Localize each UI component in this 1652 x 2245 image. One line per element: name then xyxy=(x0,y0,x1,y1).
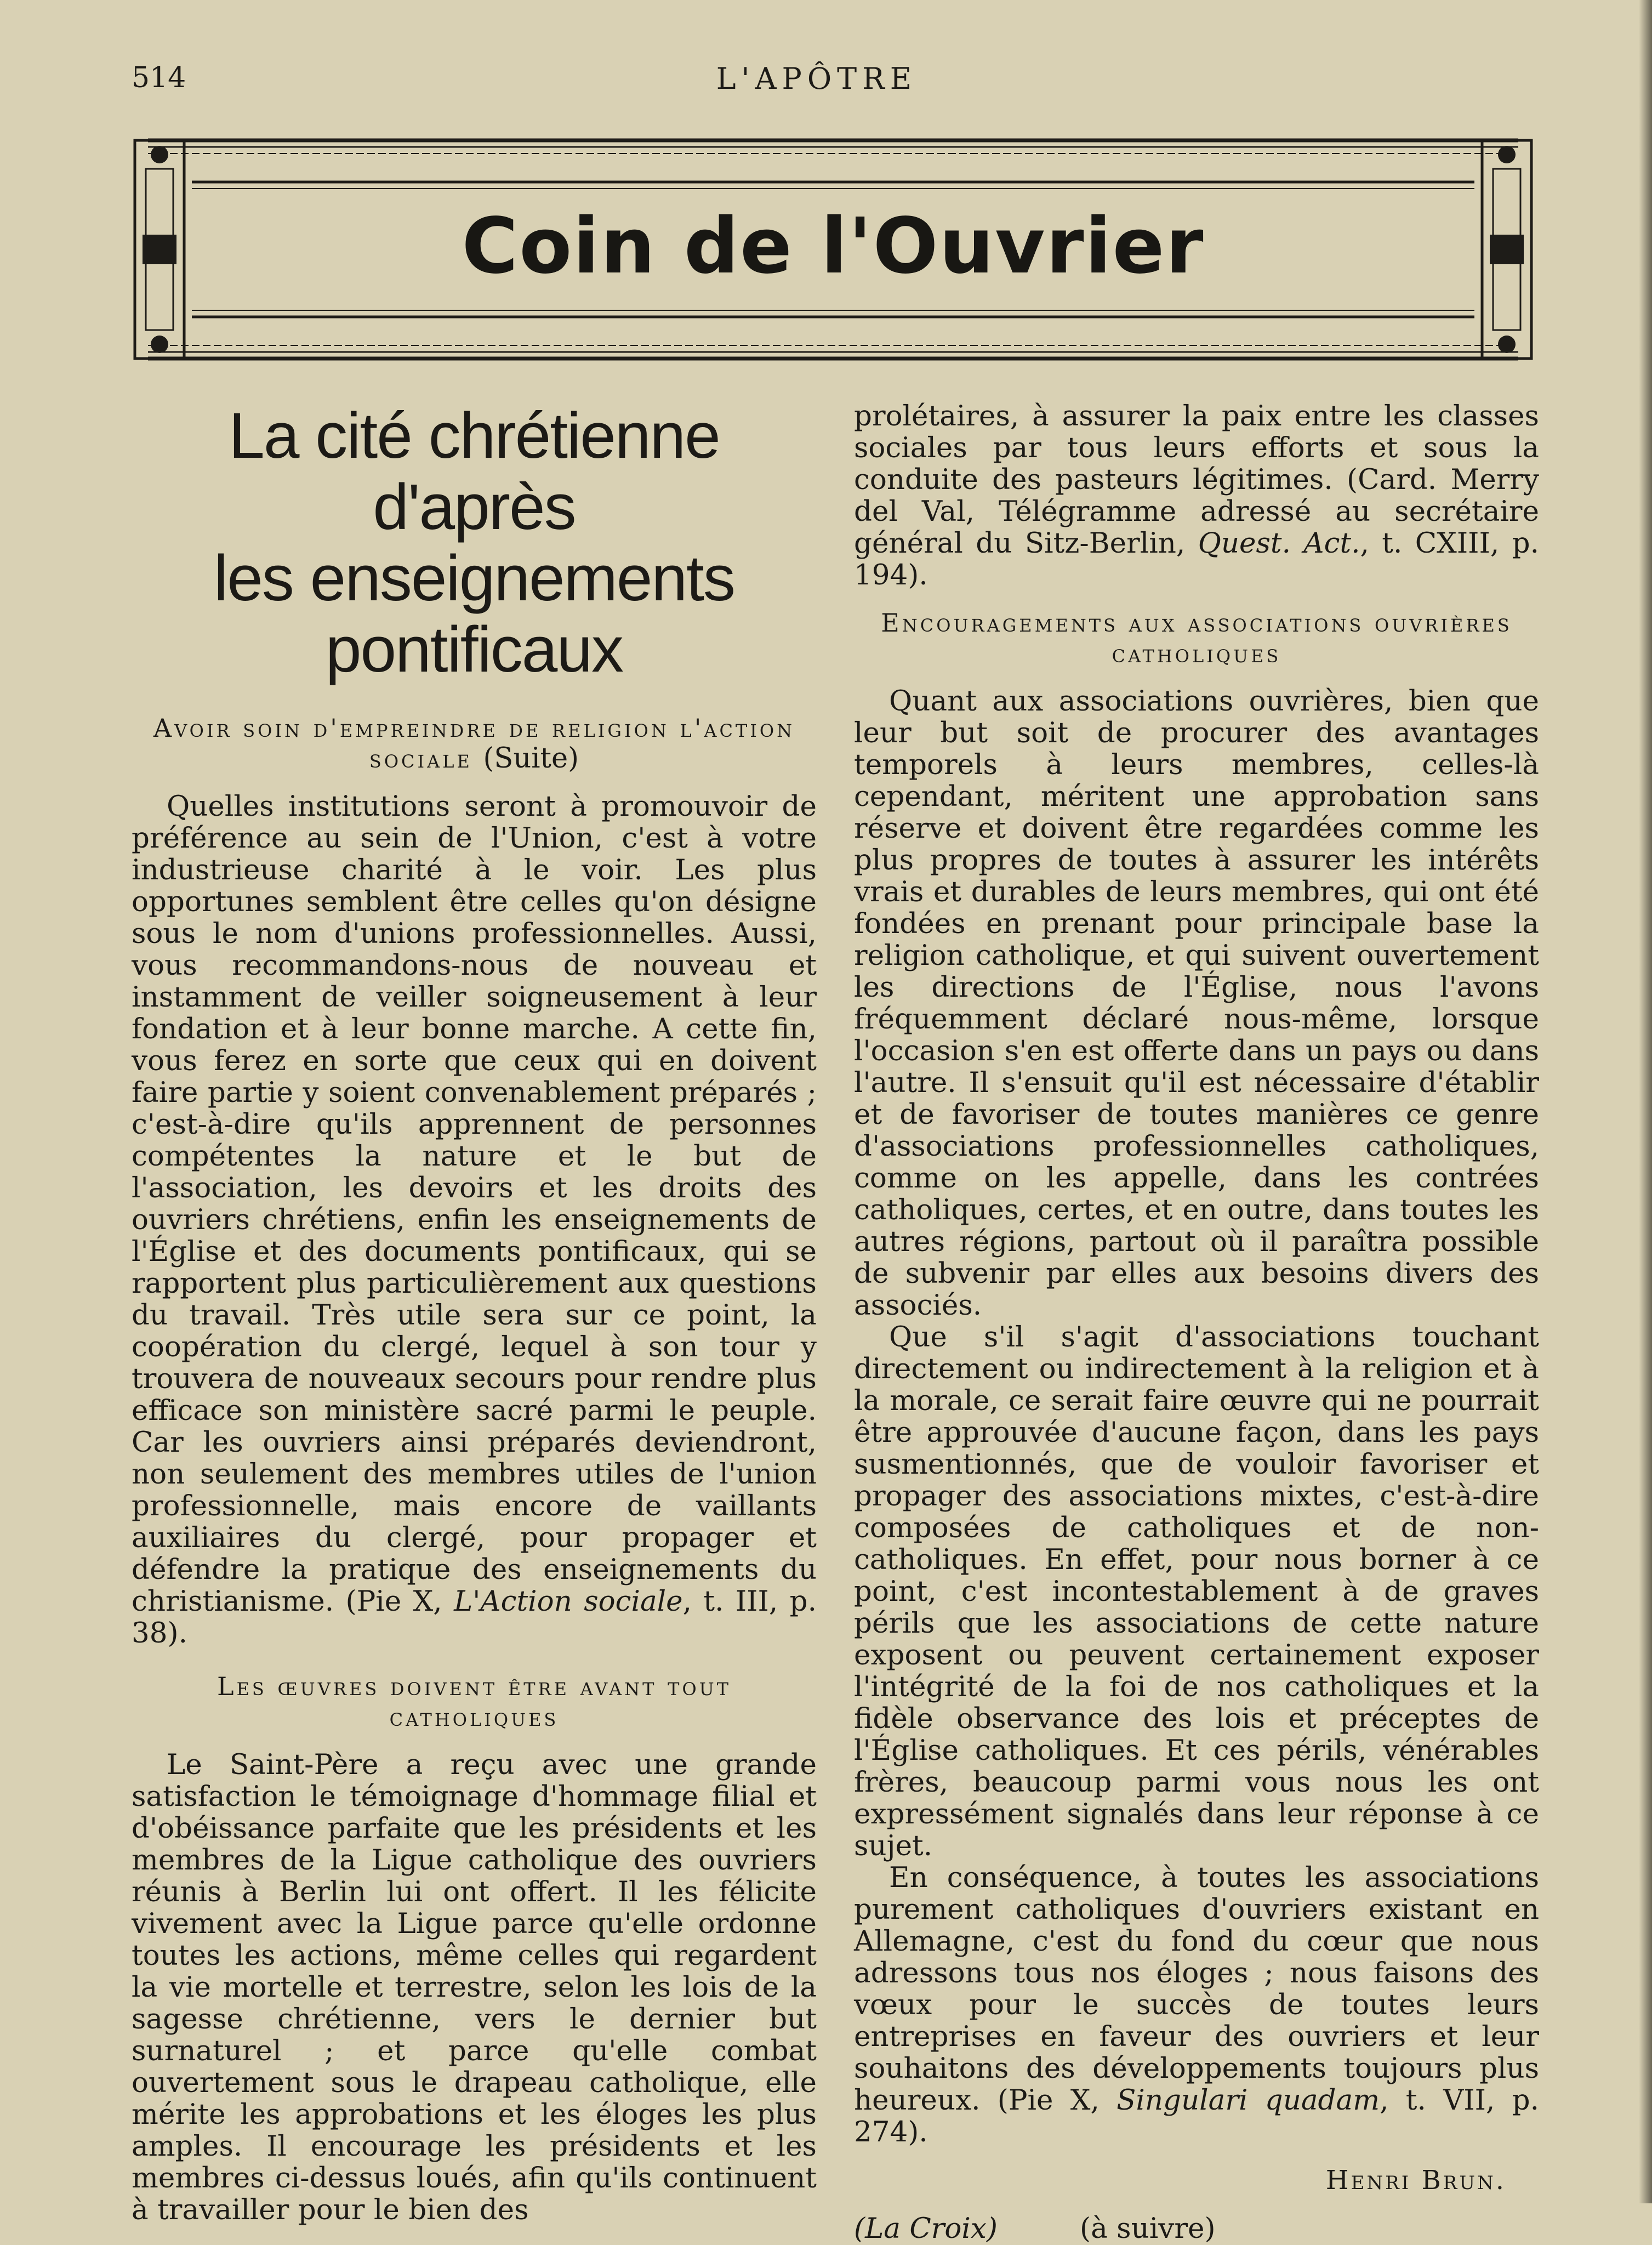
section-heading-text: Les œuvres doivent être avant tout catholiques xyxy=(217,1672,732,1732)
section-heading-text: Encouragements aux associations ouvrières catholiques xyxy=(881,608,1512,668)
body-paragraph xyxy=(854,1862,1539,2148)
running-title: L'APÔTRE xyxy=(716,61,918,96)
citation-work: Singulari quadam xyxy=(1116,2084,1380,2117)
section-heading xyxy=(132,1671,817,1732)
section-heading-suffix: (Suite) xyxy=(483,742,579,775)
body-paragraph: Le Saint-Père a reçu avec une grande satisfaction le témoignage d'hommage filial et d'obéissance parfaite que les présidents et les membres de la Ligue catholique des ouvriers réunis à Berlin lui ont offert. Il les félicite vivement avec la Ligue parce qu'elle ordonne toutes les actions, même celles qui regardent la vie mortelle et terrestre, selon les lois de la sagesse chrétienne, vers le dernier but surnaturel ; et parce qu'elle combat ouvertement sous le drapeau catholique, elle mérite les approbations et les éloges les plus amples. Il encourage les présidents et les membres ci-dessus loués, afin qu'ils continuent à travailler pour le bien des xyxy=(132,1748,817,2226)
citation-work: Quest. Act. xyxy=(1198,527,1360,560)
author-signature: Henri Brun. xyxy=(1325,2165,1506,2196)
paragraph-text: En conséquence, à toutes les associations purement catholiques d'ouvriers existant en Allemagne, c'est du fond du cœur que nous adressons tous nos éloges ; nous faisons des vœux pour le succès de toutes leurs entreprises en faveur des ouvriers et leur souhaitons des développements toujours plus heureux. (Pie X, xyxy=(854,1861,1539,2117)
citation-ref: , t. VII, p. 274). xyxy=(854,2084,1539,2149)
citation-ref: , t. III, p. 38). xyxy=(132,1585,817,1650)
article-title-line: La cité chrétienne d'après xyxy=(229,400,720,543)
body-paragraph: Que s'il s'agit d'associations touchant directement ou indirectement à la religion et à la morale, ce serait faire œuvre qui ne pourrait être approuvée d'aucune façon, dans les pays susmentionnés, que de vouloir favoriser et propager des associations mixtes, c'est-à-dire composées de catholiques et de non-catholiques. En effet, pour nous borner à ce point, c'est incontestablement à de graves périls que les associations de cette nature exposent ou peuvent certainement exposer l'intégrité de la foi de nos catholiques et la fidèle observance des lois et préceptes de l'Église catholiques. Et ces périls, vénérables frères, beaucoup parmi vous nous les ont expressément signalés dans leur réponse à ce sujet. xyxy=(854,1321,1539,1862)
citation-work: L'Action sociale xyxy=(454,1585,683,1618)
source-credit: (La Croix) xyxy=(854,2212,998,2245)
left-column xyxy=(132,400,817,2226)
page-number: 514 xyxy=(132,61,186,94)
to-be-continued: (à suivre) xyxy=(1080,2212,1216,2245)
body-paragraph-continued xyxy=(854,400,1539,591)
article-title-line: les enseignements xyxy=(214,542,734,615)
article-footer xyxy=(854,2213,1539,2244)
banner-title: Coin de l'Ouvrier xyxy=(462,202,1205,291)
section-banner xyxy=(132,136,1535,363)
article-title-line: pontificaux xyxy=(325,613,623,686)
body-paragraph: Quant aux associations ouvrières, bien que leur but soit de procurer des avantages temporels à leurs membres, celles-là cependant, méritent une approbation sans réserve et doivent être regardées comme les plus propres de toutes à assurer les intérêts vrais et durables de leurs membres, qui ont été fondées en prenant pour principale base la religion catholique, et qui suivent ouvertement les directions de l'Église, nous l'avons fréquemment déclaré nous-même, lorsque l'occasion s'en est offerte dans un pays ou dans l'autre. Il s'ensuit qu'il est nécessaire d'établir et de favoriser de toutes manières ce genre d'associations professionnelles catholiques, comme on les appelle, dans les contrées catholiques, certes, et en outre, dans toutes les autres régions, partout où il paraîtra possible de subvenir par elles aux besoins divers des associés. xyxy=(854,685,1539,1322)
paragraph-text: prolétaires, à assurer la paix entre les classes sociales par tous leurs efforts et sous la conduite des pasteurs légitimes. (Card. Merry del Val, Télégramme adressé au secrétaire général du Sitz-Berlin, xyxy=(854,400,1539,560)
section-heading-text: Avoir soin d'empreindre de religion l'action sociale xyxy=(153,713,795,774)
section-heading xyxy=(854,607,1539,669)
section-heading xyxy=(132,713,817,774)
article-title xyxy=(132,400,817,685)
citation-ref: , t. CXIII, p. 194). xyxy=(854,527,1539,592)
body-paragraph xyxy=(132,791,817,1649)
paragraph-text: Quelles institutions seront à promouvoir de préférence au sein de l'Union, c'est à votre industrieuse charité à le voir. Les plus opportunes semblent être celles qu'on désigne sous le nom d'unions professionnelles. Aussi, vous recommandons-nous de nouveau et instamment de veiller soigneusement à leur fondation et à leur bonne marche. A cette fin, vous ferez en sorte que ceux qui en doivent faire partie y soient convenablement préparés ; c'est-à-dire qu'ils apprennent de personnes compétentes la nature et le but de l'association, les devoirs et les droits des ouvriers chrétiens, enfin les enseignements de l'Église et des documents pontificaux, qui se rapportent plus particulièrement aux questions du travail. Très utile sera sur ce point, la coopération du clergé, lequel à son tour y trouvera de nouveaux secours pour rendre plus efficace son ministère sacré parmi le peuple. Car les ouvriers ainsi préparés deviendront, non seulement des membres utiles de l'union professionnelle, mais encore de vaillants auxiliaires du clergé, pour propager et défendre la pratique des enseignements du christianisme. (Pie X, xyxy=(132,790,817,1618)
page-edge-shadow xyxy=(1639,0,1652,2203)
right-column xyxy=(854,400,1539,2244)
running-header xyxy=(132,61,1502,100)
